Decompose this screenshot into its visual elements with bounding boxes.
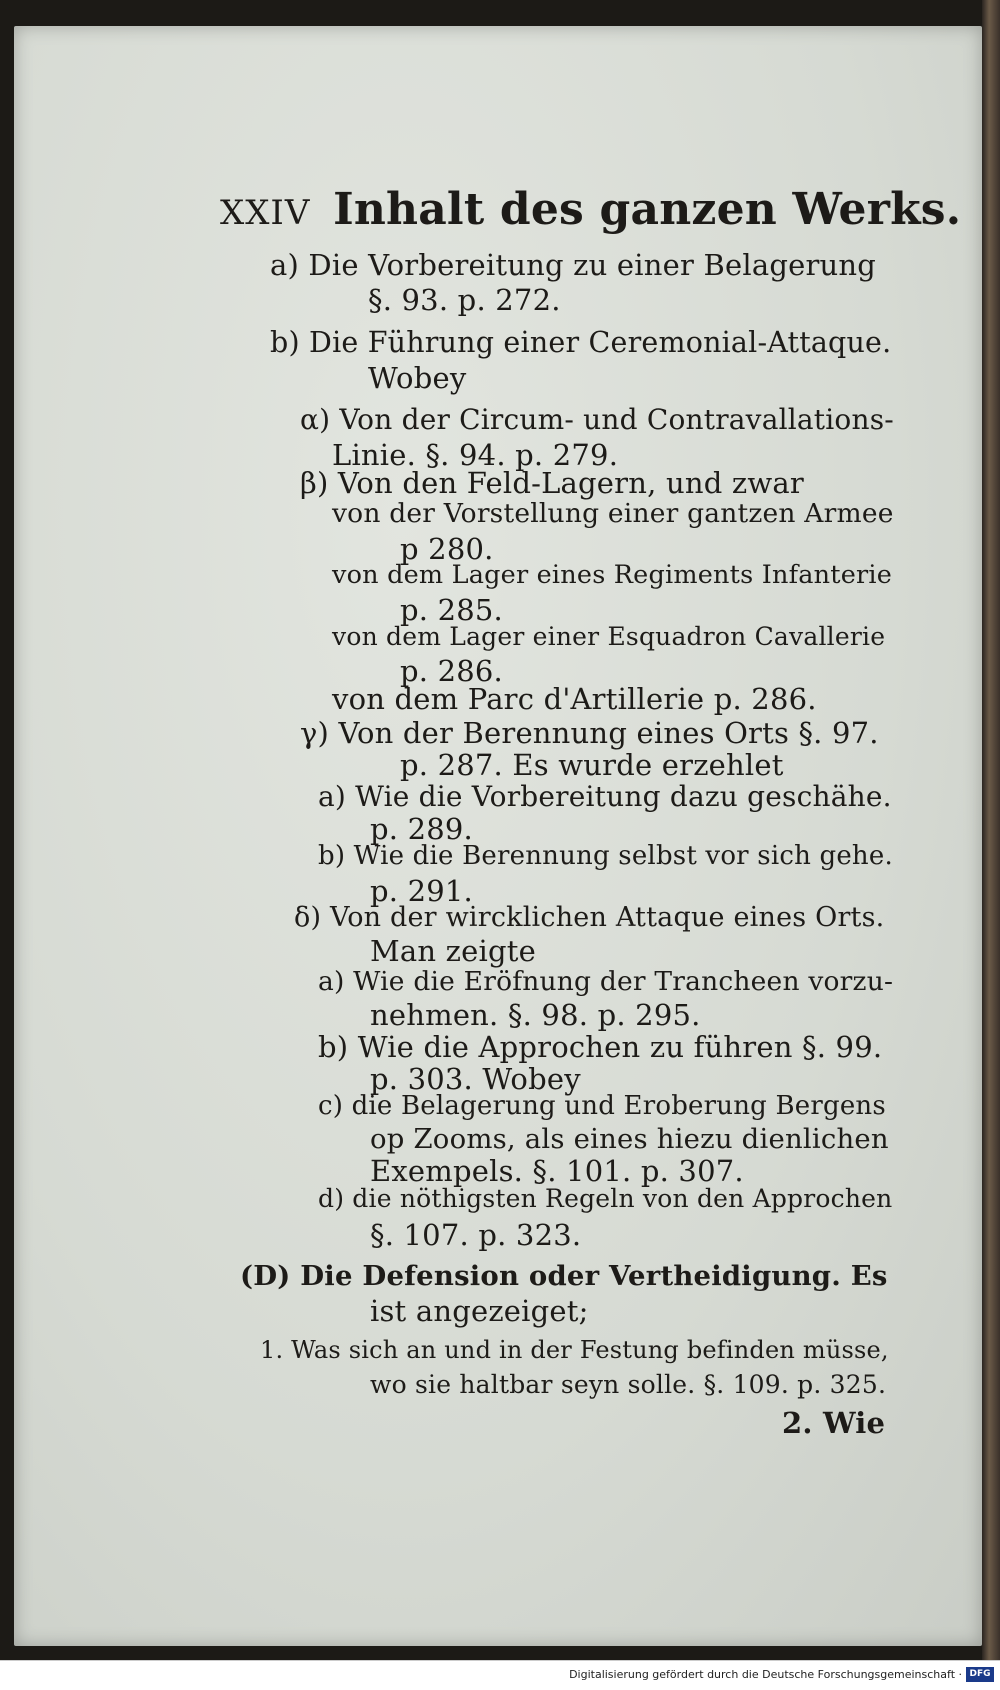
- footer-bar: [0, 1660, 1000, 1690]
- funding-credit: Digitalisierung gefördert durch die Deutsche Forschungsgemeinschaft ·: [569, 1668, 962, 1681]
- toc-line: Linie. §. 94. p. 279.: [332, 438, 619, 472]
- running-title: Inhalt des ganzen Werks.: [333, 184, 962, 235]
- toc-section-heading: (D) Die Defension oder Vertheidigung. Es: [240, 1260, 888, 1292]
- toc-line: ist angezeiget;: [370, 1294, 589, 1328]
- toc-line: b) Wie die Berennung selbst vor sich gehe.: [318, 841, 893, 871]
- book-page: [14, 26, 982, 1646]
- toc-line: 1. Was sich an und in der Festung befinden müsse,: [260, 1336, 889, 1364]
- page-number: XXIV: [220, 193, 311, 233]
- toc-line: a) Die Vorbereitung zu einer Belagerung: [270, 248, 877, 282]
- toc-line: p. 285.: [400, 593, 503, 627]
- toc-line: α) Von der Circum- und Contravallations-: [300, 403, 894, 436]
- toc-line: wo sie haltbar seyn solle. §. 109. p. 325.: [370, 1370, 887, 1399]
- toc-line: von dem Parc d'Artillerie p. 286.: [332, 682, 817, 716]
- toc-line: von dem Lager einer Esquadron Cavallerie: [332, 622, 886, 651]
- toc-line: d) die nöthigsten Regeln von den Approchen: [318, 1184, 893, 1213]
- toc-line: §. 93. p. 272.: [368, 283, 561, 317]
- toc-line: β) Von den Feld-Lagern, und zwar: [300, 466, 804, 500]
- toc-line: a) Wie die Eröfnung der Trancheen vorzu-: [318, 966, 894, 997]
- toc-line: p 280.: [400, 532, 494, 566]
- catchword: 2. Wie: [782, 1406, 886, 1440]
- toc-line: op Zooms, als eines hiezu dienlichen: [370, 1123, 889, 1155]
- toc-line: nehmen. §. 98. p. 295.: [370, 998, 701, 1032]
- toc-line: von der Vorstellung einer gantzen Armee: [332, 498, 894, 529]
- page-content: [14, 26, 982, 1646]
- toc-line: a) Wie die Vorbereitung dazu geschähe.: [318, 780, 892, 813]
- dfg-logo: DFG: [966, 1667, 994, 1682]
- toc-line: δ) Von der wircklichen Attaque eines Orts.: [294, 902, 885, 933]
- toc-line: p. 286.: [400, 654, 503, 688]
- toc-line: b) Wie die Approchen zu führen §. 99.: [318, 1030, 883, 1064]
- book-edge: [982, 0, 1000, 1660]
- toc-line: p. 303. Wobey: [370, 1062, 581, 1096]
- toc-line: §. 107. p. 323.: [370, 1218, 582, 1252]
- toc-line: Exempels. §. 101. p. 307.: [370, 1154, 744, 1188]
- toc-line: p. 287. Es wurde erzehlet: [400, 748, 784, 782]
- page-header: [220, 184, 961, 235]
- toc-line: γ) Von der Berennung eines Orts §. 97.: [300, 716, 879, 750]
- toc-line: von dem Lager eines Regiments Infanterie: [332, 560, 893, 590]
- toc-line: c) die Belagerung und Eroberung Bergens: [318, 1091, 886, 1121]
- toc-line: b) Die Führung einer Ceremonial-Attaque.: [270, 326, 892, 359]
- toc-line: p. 289.: [370, 812, 473, 846]
- toc-line: p. 291.: [370, 874, 473, 908]
- toc-line: Man zeigte: [370, 934, 536, 968]
- toc-line: Wobey: [368, 361, 467, 395]
